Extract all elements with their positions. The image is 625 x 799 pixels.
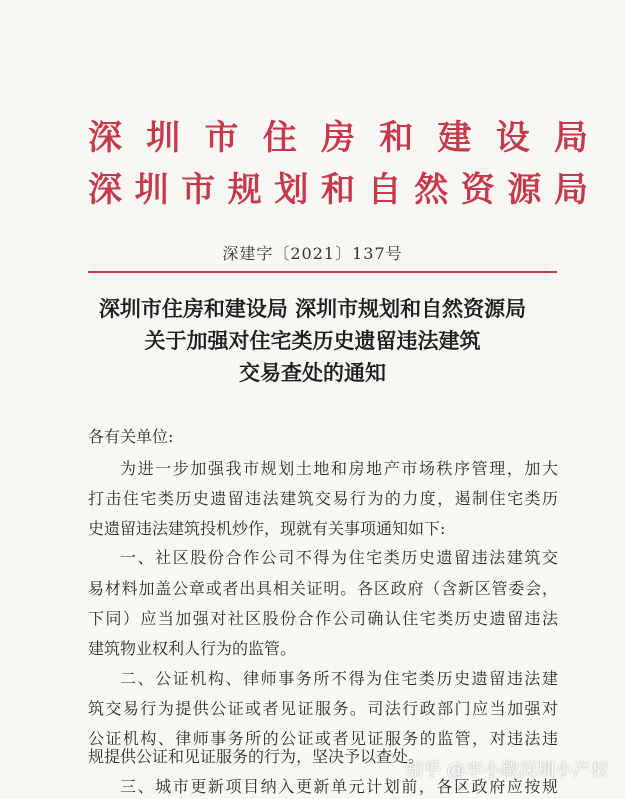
title-line-2: 关于加强对住宅类历史遗留违法建筑 — [144, 328, 481, 353]
body-line: 规提供公证和见证服务的行为，坚决予以查处。 — [88, 747, 425, 766]
title-line-3: 交易查处的通知 — [239, 360, 386, 385]
body-line: 史遗留违法建筑投机炒作，现就有关事项通知如下: — [88, 519, 446, 538]
salutation: 各有关单位: — [88, 427, 174, 446]
body-line: 为进一步加强我市规划土地和房地产市场秩序管理，加大 — [120, 459, 558, 478]
body-line: 打击住宅类历史遗留违法建筑交易行为的力度，遏制住宅类历 — [88, 489, 558, 508]
red-divider-line — [88, 271, 557, 273]
title-line-1: 深圳市住房和建设局 深圳市规划和自然资源局 — [98, 296, 527, 321]
issuer-header-line-1: 深圳市住房和建设局 — [88, 118, 588, 158]
body-line: 下同）应当加强对社区股份合作公司确认住宅类历史遗留违法 — [88, 609, 558, 628]
body-line: 筑交易行为提供公证或者见证服务。司法行政部门应当加强对 — [88, 699, 558, 718]
zhihu-watermark: 知乎 @李小微深圳小产权 — [405, 760, 609, 781]
body-line: 易材料加盖公章或者出具相关证明。各区政府（含新区管委会， — [88, 579, 558, 598]
body-line: 二、公证机构、律师事务所不得为住宅类历史遗留违法建 — [120, 669, 558, 688]
body-line: 一、社区股份合作公司不得为住宅类历史遗留违法建筑交 — [120, 548, 558, 567]
issuer-header-line-2: 深圳市规划和自然资源局 — [88, 170, 588, 210]
document-number: 深建字〔2021〕137号 — [222, 244, 403, 263]
body-line: 三、城市更新项目纳入更新单元计划前，各区政府应按规 — [120, 777, 558, 796]
body-line: 建筑物业权利人行为的监管。 — [88, 639, 297, 658]
body-line: 公证机构、律师事务所的公证或者见证服务的监管，对违法违 — [88, 729, 558, 748]
